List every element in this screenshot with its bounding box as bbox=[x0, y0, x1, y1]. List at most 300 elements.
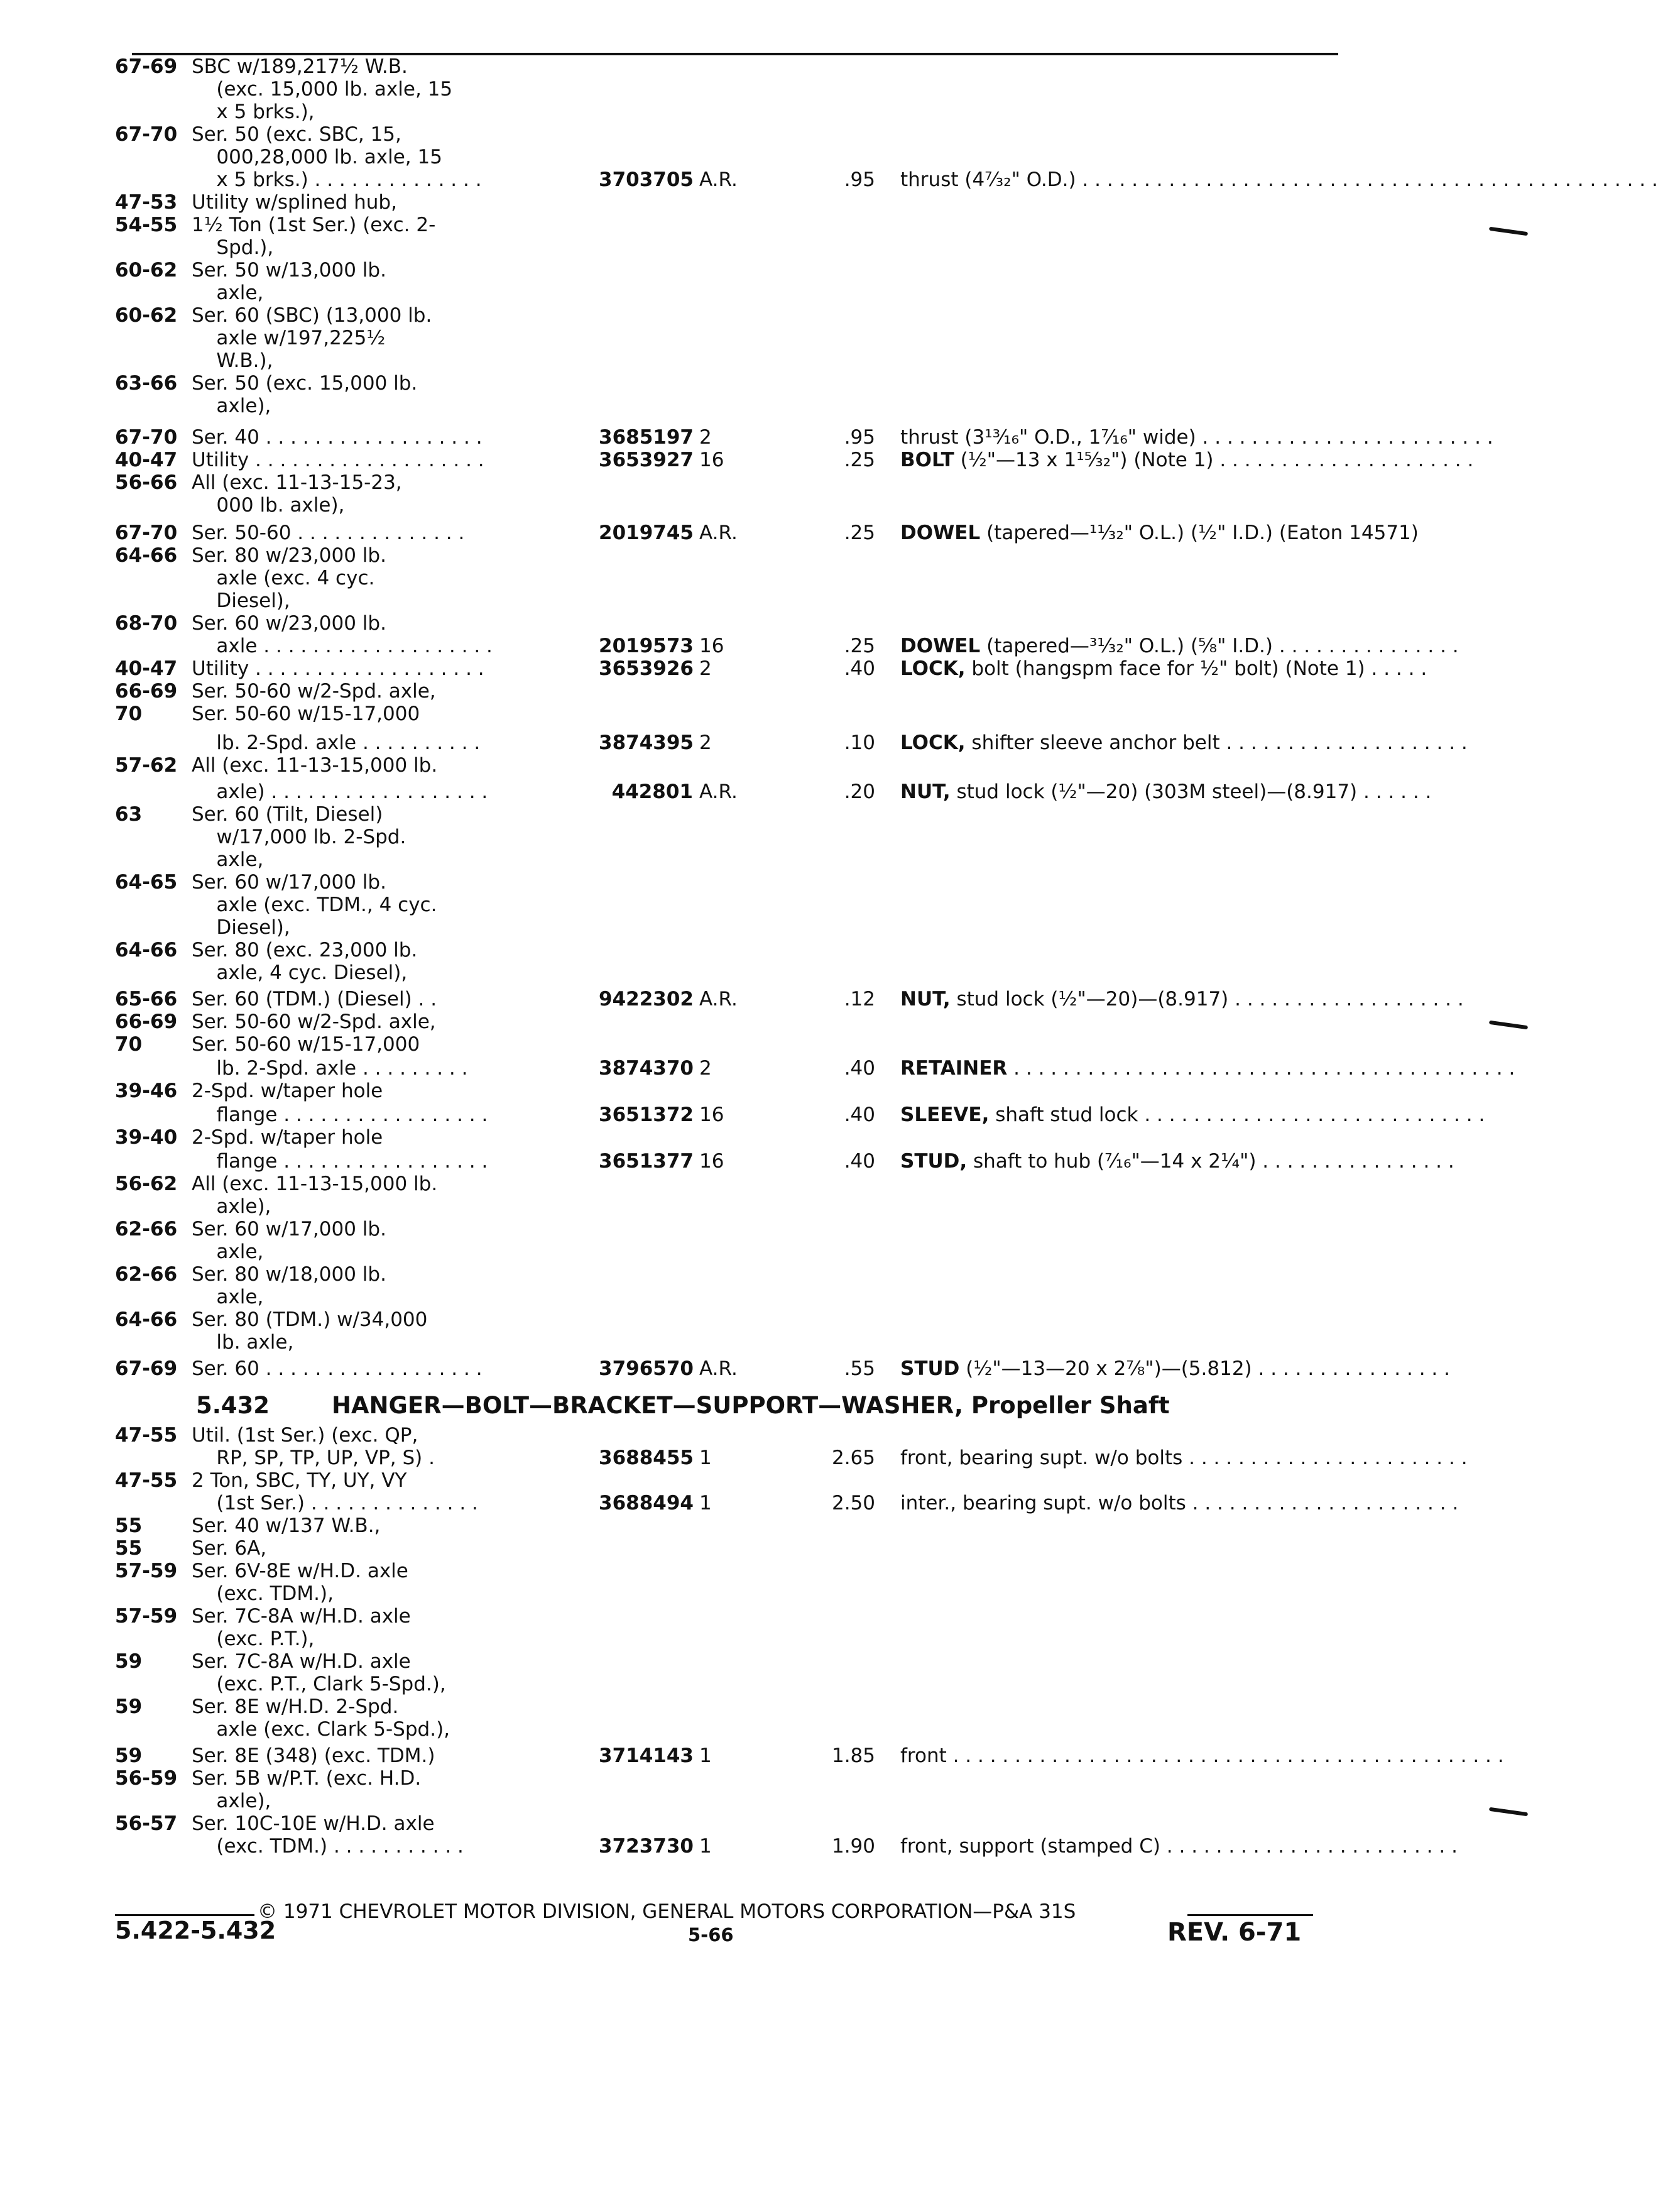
parts-row bbox=[115, 146, 1434, 168]
application: axle, bbox=[192, 282, 264, 304]
parts-row bbox=[115, 395, 1434, 417]
application: 000 lb. axle), bbox=[192, 494, 345, 517]
model-years: 67-70 bbox=[115, 522, 178, 544]
model-years: 67-69 bbox=[115, 55, 178, 78]
parts-row bbox=[115, 1718, 1434, 1741]
application: Ser. 60 (Tilt, Diesel) bbox=[192, 803, 383, 826]
application: Ser. 40 w/137 W.B., bbox=[192, 1514, 381, 1537]
parts-row bbox=[115, 123, 1434, 146]
footer-revision: REV. 6-71 bbox=[1167, 1918, 1302, 1947]
quantity: 16 bbox=[699, 1103, 724, 1126]
application: (exc. TDM.), bbox=[192, 1582, 334, 1605]
description bbox=[900, 168, 1658, 191]
model-years: 55 bbox=[115, 1514, 143, 1537]
parts-row bbox=[115, 236, 1434, 259]
model-years: 59 bbox=[115, 1695, 143, 1718]
application: Ser. 80 (TDM.) w/34,000 bbox=[192, 1308, 428, 1331]
description bbox=[900, 449, 1474, 471]
application: axle . . . . . . . . . . . . . . . . . . . bbox=[192, 635, 493, 657]
parts-row bbox=[115, 780, 1434, 803]
application: Ser. 10C-10E w/H.D. axle bbox=[192, 1812, 435, 1835]
description bbox=[900, 1744, 1504, 1767]
model-years: 57-59 bbox=[115, 1605, 178, 1628]
application: (exc. 15,000 lb. axle, 15 bbox=[192, 78, 453, 101]
section-heading bbox=[196, 1392, 1170, 1419]
application: Ser. 6V-8E w/H.D. axle bbox=[192, 1560, 408, 1582]
footer-section-range: 5.422-5.432 bbox=[115, 1917, 276, 1944]
parts-row bbox=[115, 916, 1434, 939]
parts-row bbox=[115, 1424, 1434, 1447]
description-text: thrust (3¹³⁄₁₆" O.D., 1⁷⁄₁₆" wide) . . . . . . . . . . . . . . . . . . . . . . . . bbox=[900, 426, 1493, 449]
description-text: front, bearing supt. w/o bolts . . . . . . . . . . . . . . . . . . . . . . . bbox=[900, 1447, 1468, 1469]
parts-row bbox=[115, 826, 1434, 848]
description bbox=[900, 426, 1493, 449]
part-number: 3723730 bbox=[599, 1835, 694, 1858]
price: .40 bbox=[844, 1150, 875, 1173]
parts-row bbox=[115, 522, 1434, 544]
application: axle), bbox=[192, 1195, 271, 1218]
application: axle (exc. Clark 5-Spd.), bbox=[192, 1718, 450, 1741]
quantity: A.R. bbox=[699, 1357, 738, 1380]
parts-row bbox=[115, 78, 1434, 101]
application: axle) . . . . . . . . . . . . . . . . . . bbox=[192, 780, 488, 803]
description-keyword: STUD, bbox=[900, 1150, 968, 1173]
application: RP, SP, TP, UP, VP, S) . bbox=[192, 1447, 435, 1469]
model-years: 60-62 bbox=[115, 259, 178, 282]
application: flange . . . . . . . . . . . . . . . . . bbox=[192, 1103, 488, 1126]
quantity: 16 bbox=[699, 449, 724, 471]
model-years: 68-70 bbox=[115, 612, 178, 635]
part-number: 442801 bbox=[611, 780, 693, 803]
parts-row bbox=[115, 1767, 1434, 1790]
part-number: 3688494 bbox=[599, 1492, 694, 1514]
description bbox=[900, 1357, 1450, 1380]
model-years: 55 bbox=[115, 1537, 143, 1560]
model-years: 56-66 bbox=[115, 471, 178, 494]
model-years: 67-70 bbox=[115, 123, 178, 146]
description-text: inter., bearing supt. w/o bolts . . . . . . . . . . . . . . . . . . . . . . bbox=[900, 1492, 1459, 1514]
model-years: 40-47 bbox=[115, 449, 178, 471]
parts-row bbox=[115, 1150, 1454, 1173]
price: 2.50 bbox=[831, 1492, 875, 1514]
parts-row bbox=[115, 1469, 1434, 1492]
application: SBC w/189,217½ W.B. bbox=[192, 55, 408, 78]
model-years: 40-47 bbox=[115, 657, 178, 680]
application: Ser. 80 w/23,000 lb. bbox=[192, 544, 386, 567]
parts-row bbox=[115, 1812, 1434, 1835]
description bbox=[900, 1835, 1458, 1858]
price: .25 bbox=[844, 449, 875, 471]
description-text: (tapered—¹¹⁄₃₂" O.L.) (½" I.D.) (Eaton 14571) bbox=[980, 522, 1419, 544]
application: Ser. 5B w/P.T. (exc. H.D. bbox=[192, 1767, 422, 1790]
price: 1.90 bbox=[831, 1835, 875, 1858]
quantity: A.R. bbox=[699, 522, 738, 544]
application: (1st Ser.) . . . . . . . . . . . . . . bbox=[192, 1492, 478, 1514]
parts-row bbox=[115, 1790, 1434, 1812]
model-years: 56-62 bbox=[115, 1173, 178, 1195]
parts-row bbox=[115, 894, 1434, 916]
model-years: 64-66 bbox=[115, 939, 178, 961]
parts-row bbox=[115, 426, 1493, 449]
parts-row bbox=[115, 214, 1434, 236]
model-years: 62-66 bbox=[115, 1218, 178, 1240]
parts-row bbox=[115, 1695, 1434, 1718]
quantity: 1 bbox=[699, 1744, 712, 1767]
binding-mark bbox=[1489, 227, 1528, 236]
parts-row bbox=[115, 961, 1434, 984]
description-keyword: BOLT bbox=[900, 449, 954, 471]
price: .40 bbox=[844, 1057, 875, 1080]
application: Ser. 80 (exc. 23,000 lb. bbox=[192, 939, 418, 961]
parts-row bbox=[115, 304, 1434, 327]
application: Ser. 7C-8A w/H.D. axle bbox=[192, 1605, 411, 1628]
binding-mark bbox=[1489, 1021, 1528, 1030]
quantity: 1 bbox=[699, 1492, 712, 1514]
application: axle, bbox=[192, 1286, 264, 1308]
model-years: 59 bbox=[115, 1744, 143, 1767]
description-text: . . . . . . . . . . . . . . . . . . . . . . . . . . . . . . . . . . . . . . . . . bbox=[1007, 1057, 1515, 1080]
price: .95 bbox=[844, 426, 875, 449]
footer-rule-right bbox=[1187, 1914, 1313, 1916]
model-years: 60-62 bbox=[115, 304, 178, 327]
application: lb. axle, bbox=[192, 1331, 294, 1354]
price: .12 bbox=[844, 988, 875, 1010]
part-number: 2019745 bbox=[599, 522, 694, 544]
parts-row bbox=[115, 471, 1434, 494]
parts-row bbox=[115, 1492, 1459, 1514]
application: Ser. 6A, bbox=[192, 1537, 267, 1560]
parts-row bbox=[115, 1240, 1434, 1263]
application: Utility . . . . . . . . . . . . . . . . . . . bbox=[192, 657, 484, 680]
model-years: 64-66 bbox=[115, 544, 178, 567]
application: Ser. 80 w/18,000 lb. bbox=[192, 1263, 386, 1286]
application: Ser. 50-60 w/15-17,000 bbox=[192, 1033, 420, 1056]
section-title: HANGER—BOLT—BRACKET—SUPPORT—WASHER, bbox=[331, 1392, 964, 1419]
application: Ser. 40 . . . . . . . . . . . . . . . . . . bbox=[192, 426, 483, 449]
price: .25 bbox=[844, 635, 875, 657]
application: axle w/197,225½ bbox=[192, 327, 386, 349]
application: Utility w/splined hub, bbox=[192, 191, 397, 214]
part-number: 9422302 bbox=[599, 988, 694, 1010]
model-years: 66-69 bbox=[115, 680, 178, 703]
parts-row bbox=[115, 871, 1434, 894]
description-keyword: LOCK, bbox=[900, 657, 966, 680]
parts-row bbox=[115, 1447, 1468, 1469]
part-number: 3796570 bbox=[599, 1357, 694, 1380]
quantity: 16 bbox=[699, 635, 724, 657]
part-number: 3651377 bbox=[599, 1150, 694, 1173]
model-years: 62-66 bbox=[115, 1263, 178, 1286]
parts-row bbox=[115, 1673, 1434, 1695]
description-keyword: DOWEL bbox=[900, 635, 981, 657]
parts-row bbox=[115, 1605, 1434, 1628]
description-text: shaft to hub (⁷⁄₁₆"—14 x 2¼") . . . . . . . . . . . . . . . . bbox=[967, 1150, 1454, 1173]
application: Diesel), bbox=[192, 916, 290, 939]
model-years: 56-59 bbox=[115, 1767, 178, 1790]
parts-row bbox=[115, 567, 1434, 589]
application: 2-Spd. w/taper hole bbox=[192, 1080, 383, 1102]
model-years: 64-65 bbox=[115, 871, 178, 894]
description bbox=[900, 988, 1464, 1010]
description bbox=[900, 731, 1468, 754]
parts-row bbox=[115, 1103, 1485, 1126]
application: Ser. 50 (exc. 15,000 lb. bbox=[192, 372, 418, 395]
parts-row bbox=[115, 1286, 1434, 1308]
description bbox=[900, 635, 1459, 657]
model-years: 67-69 bbox=[115, 1357, 178, 1380]
part-number: 3874370 bbox=[599, 1057, 694, 1080]
parts-row bbox=[115, 988, 1464, 1010]
parts-row bbox=[115, 1331, 1434, 1354]
parts-row bbox=[115, 1218, 1434, 1240]
application: Ser. 50-60 w/2-Spd. axle, bbox=[192, 680, 436, 703]
application: Ser. 8E (348) (exc. TDM.) bbox=[192, 1744, 435, 1767]
parts-row bbox=[115, 1514, 1434, 1537]
description bbox=[900, 522, 1447, 544]
description-text: (½"—13 x 1¹⁵⁄₃₂") (Note 1) . . . . . . . . . . . . . . . . . . . . . bbox=[954, 449, 1474, 471]
part-number: 3703705 bbox=[599, 168, 694, 191]
parts-row bbox=[115, 55, 1434, 78]
description-text: stud lock (½"—20) (303M steel)—(8.917) . . . . . . bbox=[950, 780, 1432, 803]
model-years: 47-55 bbox=[115, 1469, 178, 1492]
parts-row bbox=[115, 1744, 1504, 1767]
application: Spd.), bbox=[192, 236, 274, 259]
application: Ser. 60 w/17,000 lb. bbox=[192, 1218, 386, 1240]
parts-row bbox=[115, 372, 1434, 395]
application: All (exc. 11-13-15,000 lb. bbox=[192, 754, 438, 777]
part-number: 3685197 bbox=[599, 426, 694, 449]
part-number: 3653927 bbox=[599, 449, 694, 471]
description-keyword: NUT, bbox=[900, 780, 951, 803]
part-number: 3651372 bbox=[599, 1103, 694, 1126]
description-text: front, support (stamped C) . . . . . . . . . . . . . . . . . . . . . . . . bbox=[900, 1835, 1458, 1858]
parts-row bbox=[115, 168, 1658, 191]
description-keyword: DOWEL bbox=[900, 522, 981, 544]
application: All (exc. 11-13-15-23, bbox=[192, 471, 402, 494]
parts-row bbox=[115, 101, 1434, 123]
parts-row bbox=[115, 1010, 1434, 1033]
description bbox=[900, 1057, 1515, 1080]
parts-row bbox=[115, 1835, 1458, 1858]
parts-row bbox=[115, 191, 1434, 214]
application: (exc. P.T.), bbox=[192, 1628, 315, 1650]
quantity: 1 bbox=[699, 1447, 712, 1469]
parts-row bbox=[115, 259, 1434, 282]
quantity: 2 bbox=[699, 426, 712, 449]
parts-row bbox=[115, 754, 1434, 777]
section-number: 5.432 bbox=[196, 1392, 270, 1419]
model-years: 39-46 bbox=[115, 1080, 178, 1102]
price: .55 bbox=[844, 1357, 875, 1380]
parts-row bbox=[115, 612, 1434, 635]
parts-row bbox=[115, 1537, 1434, 1560]
application: (exc. TDM.) . . . . . . . . . . . bbox=[192, 1835, 464, 1858]
parts-row bbox=[115, 803, 1434, 826]
section-subtitle: Propeller Shaft bbox=[971, 1392, 1170, 1419]
application: Ser. 8E w/H.D. 2-Spd. bbox=[192, 1695, 399, 1718]
price: .20 bbox=[844, 780, 875, 803]
parts-row bbox=[115, 494, 1434, 517]
model-years: 70 bbox=[115, 703, 143, 725]
price: .40 bbox=[844, 657, 875, 680]
model-years: 57-59 bbox=[115, 1560, 178, 1582]
model-years: 54-55 bbox=[115, 214, 178, 236]
parts-row bbox=[115, 544, 1434, 567]
parts-row bbox=[115, 848, 1434, 871]
parts-row bbox=[115, 703, 1434, 725]
application: x 5 brks.), bbox=[192, 101, 315, 123]
application: Ser. 50 (exc. SBC, 15, bbox=[192, 123, 401, 146]
parts-row bbox=[115, 589, 1434, 612]
description-text: (tapered—³¹⁄₃₂" O.L.) (⁵⁄₈" I.D.) . . . . . . . . . . . . . . . bbox=[980, 635, 1459, 657]
application: Ser. 50-60 w/2-Spd. axle, bbox=[192, 1010, 436, 1033]
model-years: 66-69 bbox=[115, 1010, 178, 1033]
quantity: 1 bbox=[699, 1835, 712, 1858]
application: Ser. 60 w/23,000 lb. bbox=[192, 612, 386, 635]
parts-row bbox=[115, 1308, 1434, 1331]
model-years: 64-66 bbox=[115, 1308, 178, 1331]
model-years: 70 bbox=[115, 1033, 143, 1056]
application: Ser. 60 w/17,000 lb. bbox=[192, 871, 386, 894]
description-keyword: SLEEVE, bbox=[900, 1103, 990, 1126]
parts-row bbox=[115, 1628, 1434, 1650]
description-text: shifter sleeve anchor belt . . . . . . . . . . . . . . . . . . . . bbox=[965, 731, 1468, 754]
description bbox=[900, 780, 1447, 803]
parts-row bbox=[115, 1057, 1515, 1080]
description-text: bolt (hangspm face for ½" bolt) (Note 1) . . . . . bbox=[965, 657, 1427, 680]
application: Ser. 60 (SBC) (13,000 lb. bbox=[192, 304, 432, 327]
description bbox=[900, 1150, 1454, 1173]
application: flange . . . . . . . . . . . . . . . . . bbox=[192, 1150, 488, 1173]
binding-mark bbox=[1489, 1807, 1528, 1817]
description bbox=[900, 1492, 1459, 1514]
description-text: (½"—13—20 x 2⁷⁄₈")—(5.812) . . . . . . . . . . . . . . . . bbox=[959, 1357, 1450, 1380]
application: axle (exc. 4 cyc. bbox=[192, 567, 375, 589]
description-keyword: LOCK, bbox=[900, 731, 966, 754]
parts-row bbox=[115, 282, 1434, 304]
application: (exc. P.T., Clark 5-Spd.), bbox=[192, 1673, 446, 1695]
application: axle, bbox=[192, 848, 264, 871]
parts-row bbox=[115, 731, 1468, 754]
application: 000,28,000 lb. axle, 15 bbox=[192, 146, 442, 168]
price: .40 bbox=[844, 1103, 875, 1126]
description-keyword: RETAINER bbox=[900, 1057, 1008, 1080]
model-years: 56-57 bbox=[115, 1812, 178, 1835]
model-years: 65-66 bbox=[115, 988, 178, 1010]
price: 1.85 bbox=[831, 1744, 875, 1767]
price: .10 bbox=[844, 731, 875, 754]
part-number: 3688455 bbox=[599, 1447, 694, 1469]
parts-row bbox=[115, 1263, 1434, 1286]
application: 2 Ton, SBC, TY, UY, VY bbox=[192, 1469, 407, 1492]
model-years: 47-55 bbox=[115, 1424, 178, 1447]
model-years: 63 bbox=[115, 803, 143, 826]
footer-copyright: © 1971 CHEVROLET MOTOR DIVISION, GENERAL MOTORS CORPORATION—P&A 31S bbox=[258, 1900, 1076, 1923]
description-text: front . . . . . . . . . . . . . . . . . . . . . . . . . . . . . . . . . . . . . . . . . . . . . bbox=[900, 1744, 1504, 1767]
model-years: 59 bbox=[115, 1650, 143, 1673]
model-years: 57-62 bbox=[115, 754, 178, 777]
application: Ser. 50 w/13,000 lb. bbox=[192, 259, 386, 282]
parts-row bbox=[115, 1582, 1434, 1605]
part-number: 3653926 bbox=[599, 657, 694, 680]
application: w/17,000 lb. 2-Spd. bbox=[192, 826, 406, 848]
parts-row bbox=[115, 635, 1459, 657]
application: axle), bbox=[192, 1790, 271, 1812]
model-years: 67-70 bbox=[115, 426, 178, 449]
application: 1½ Ton (1st Ser.) (exc. 2- bbox=[192, 214, 436, 236]
parts-row bbox=[115, 1357, 1450, 1380]
parts-row bbox=[115, 327, 1434, 349]
application: Ser. 60 . . . . . . . . . . . . . . . . . . bbox=[192, 1357, 483, 1380]
part-number: 2019573 bbox=[599, 635, 694, 657]
description-text: thrust (4⁷⁄₃₂" O.D.) . . . . . . . . . . . . . . . . . . . . . . . . . . . . . . . . . . . . . . . . . . . . . . . bbox=[900, 168, 1658, 191]
application: Util. (1st Ser.) (exc. QP, bbox=[192, 1424, 418, 1447]
quantity: 16 bbox=[699, 1150, 724, 1173]
quantity: A.R. bbox=[699, 988, 738, 1010]
part-number: 3874395 bbox=[599, 731, 694, 754]
application: lb. 2-Spd. axle . . . . . . . . . . bbox=[192, 731, 481, 754]
parts-row bbox=[115, 1195, 1434, 1218]
parts-row bbox=[115, 1173, 1434, 1195]
quantity: 2 bbox=[699, 1057, 712, 1080]
parts-row bbox=[115, 1033, 1434, 1056]
application: lb. 2-Spd. axle . . . . . . . . . bbox=[192, 1057, 468, 1080]
parts-row bbox=[115, 1560, 1434, 1582]
description-keyword: NUT, bbox=[900, 988, 951, 1010]
part-number: 3714143 bbox=[599, 1744, 694, 1767]
application: x 5 brks.) . . . . . . . . . . . . . . bbox=[192, 168, 482, 191]
application: Utility . . . . . . . . . . . . . . . . . . . bbox=[192, 449, 484, 471]
application: axle), bbox=[192, 395, 271, 417]
application: 2-Spd. w/taper hole bbox=[192, 1126, 383, 1149]
application: Ser. 7C-8A w/H.D. axle bbox=[192, 1650, 411, 1673]
application: Ser. 60 (TDM.) (Diesel) . . bbox=[192, 988, 437, 1010]
model-years: 47-53 bbox=[115, 191, 178, 214]
parts-row bbox=[115, 1080, 1434, 1102]
description-text: shaft stud lock . . . . . . . . . . . . . . . . . . . . . . . . . . . . bbox=[989, 1103, 1485, 1126]
parts-row bbox=[115, 657, 1434, 680]
price: .95 bbox=[844, 168, 875, 191]
parts-row bbox=[115, 680, 1434, 703]
quantity: 2 bbox=[699, 657, 712, 680]
price: .25 bbox=[844, 522, 875, 544]
parts-row bbox=[115, 349, 1434, 372]
description bbox=[900, 1447, 1468, 1469]
parts-row bbox=[115, 449, 1474, 471]
model-years: 39-40 bbox=[115, 1126, 178, 1149]
application: axle (exc. TDM., 4 cyc. bbox=[192, 894, 437, 916]
model-years: 63-66 bbox=[115, 372, 178, 395]
quantity: A.R. bbox=[699, 780, 738, 803]
parts-row bbox=[115, 939, 1434, 961]
footer-page-number: 5-66 bbox=[688, 1924, 734, 1946]
application: W.B.), bbox=[192, 349, 273, 372]
footer-rule-left bbox=[115, 1914, 254, 1916]
parts-row bbox=[115, 1126, 1434, 1149]
price: 2.65 bbox=[831, 1447, 875, 1469]
description bbox=[900, 1103, 1485, 1126]
description-keyword: STUD bbox=[900, 1357, 960, 1380]
description bbox=[900, 657, 1447, 680]
parts-row bbox=[115, 1650, 1434, 1673]
quantity: A.R. bbox=[699, 168, 738, 191]
application: Ser. 50-60 . . . . . . . . . . . . . . bbox=[192, 522, 465, 544]
application: Ser. 50-60 w/15-17,000 bbox=[192, 703, 420, 725]
application: All (exc. 11-13-15,000 lb. bbox=[192, 1173, 438, 1195]
application: axle, bbox=[192, 1240, 264, 1263]
application: axle, 4 cyc. Diesel), bbox=[192, 961, 408, 984]
application: Diesel), bbox=[192, 589, 290, 612]
